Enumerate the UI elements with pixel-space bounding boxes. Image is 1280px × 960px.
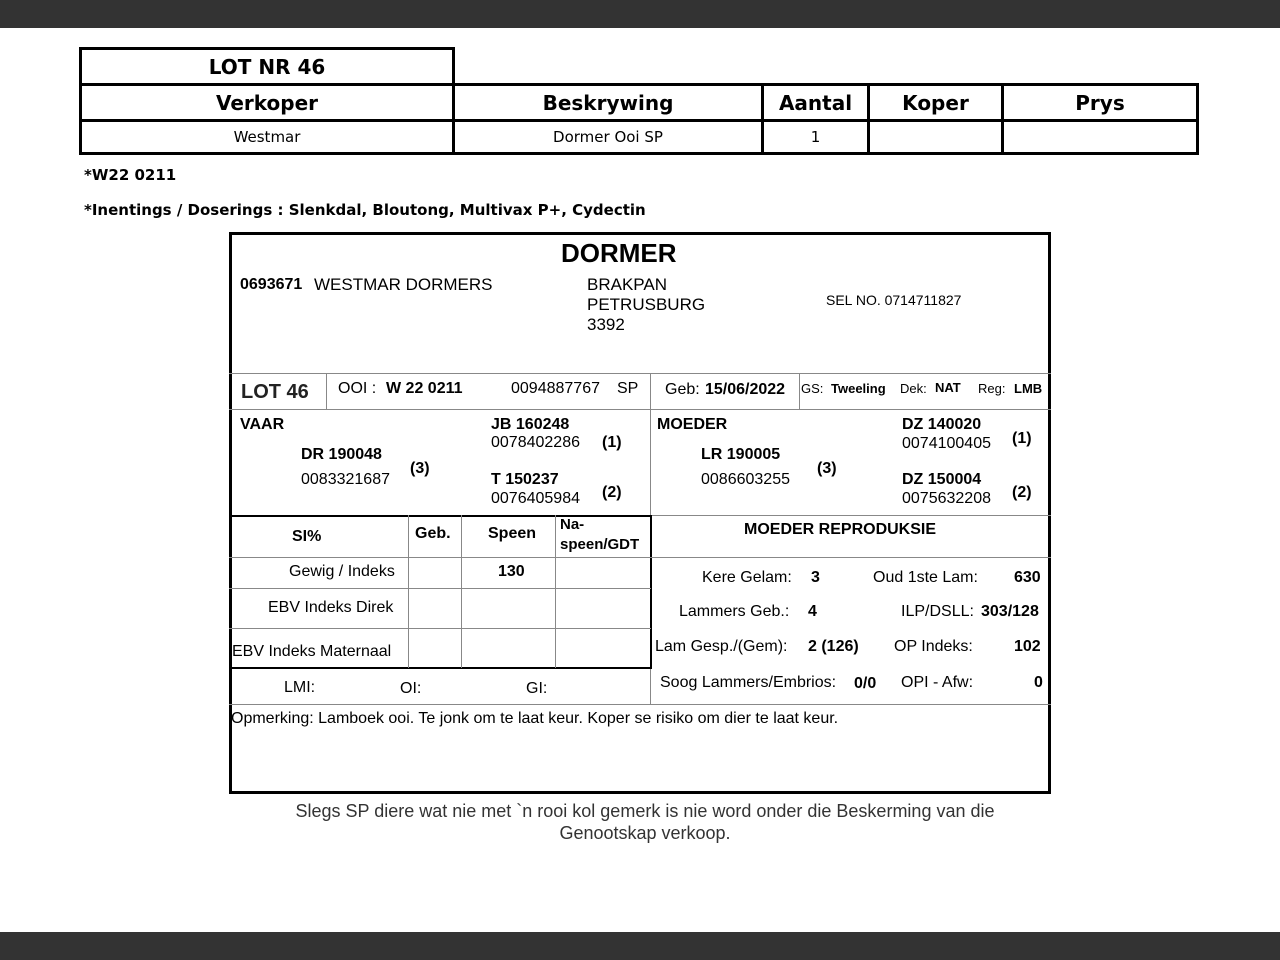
address-line-2: PETRUSBURG <box>587 295 706 314</box>
header-count: Aantal <box>761 83 870 122</box>
row-count: 1 <box>761 119 870 155</box>
oud-label: Oud 1ste Lam: <box>873 569 978 586</box>
naspeen-header: Na- speen/GDT <box>560 516 640 553</box>
remark: Opmerking: Lamboek ooi. Te jonk om te laat keur. Koper se risiko om dier te laat keur. <box>231 710 839 727</box>
row-price <box>1001 119 1199 155</box>
speen-header: Speen <box>488 525 537 542</box>
weight-index-label: Gewig / Indeks <box>289 563 395 580</box>
lam-gesp-value: 2 (126) <box>808 638 859 655</box>
sire-number: 0083321687 <box>301 471 390 488</box>
ebv-maternal-label: EBV Indeks Maternaal <box>232 643 392 660</box>
registration-number: 0094887767 <box>511 380 600 397</box>
op-value: 102 <box>1014 638 1041 655</box>
birth-date: 15/06/2022 <box>705 381 786 398</box>
card-border-bottom <box>229 791 1051 794</box>
ilp-value: 303/128 <box>981 603 1039 620</box>
address-line-3: 3392 <box>587 315 625 334</box>
geb-header: Geb. <box>415 525 451 542</box>
soog-label: Soog Lammers/Embrios: <box>660 674 837 691</box>
sire-dam-number: 0076405984 <box>491 490 580 507</box>
sire-label: VAAR <box>240 416 285 433</box>
sire-sire-number: 0078402286 <box>491 434 580 451</box>
dek-value: NAT <box>935 380 961 395</box>
dam-name: LR 190005 <box>701 446 781 463</box>
sire-sire-name: JB 160248 <box>491 416 570 433</box>
breeder-name: WESTMAR DORMERS <box>314 275 493 294</box>
dam-sire-number: 0074100405 <box>902 435 991 452</box>
sire-dam-generation: (2) <box>602 484 622 501</box>
ilp-label: ILP/DSLL: <box>901 603 974 620</box>
sp-label: SP <box>617 380 639 397</box>
dam-dam-name: DZ 150004 <box>902 471 982 488</box>
dam-label: MOEDER <box>657 416 728 433</box>
dam-sire-name: DZ 140020 <box>902 416 982 433</box>
top-bar <box>0 0 1280 28</box>
dam-dam-number: 0075632208 <box>902 490 991 507</box>
id-note: *W22 0211 <box>84 166 177 184</box>
dam-sire-generation: (1) <box>1012 430 1032 447</box>
ooi-label: OOI : <box>338 380 377 397</box>
card-border-right <box>1048 232 1051 794</box>
dek-label: Dek: <box>900 381 927 396</box>
soog-value: 0/0 <box>854 675 877 692</box>
gs-value: Tweeling <box>831 381 886 396</box>
lammers-geb-label: Lammers Geb.: <box>679 603 790 620</box>
weight-index-speen: 130 <box>498 563 525 580</box>
lam-gesp-label: Lam Gesp./(Gem): <box>655 638 788 655</box>
sire-dam-name: T 150237 <box>491 471 559 488</box>
cell-number: SEL NO. 0714711827 <box>826 292 962 308</box>
footer-note: Slegs SP diere wat nie met `n rooi kol gemerk is nie word onder die Beskerming van die Genootskap verkoop. <box>295 801 995 843</box>
header-seller: Verkoper <box>79 83 455 122</box>
opi-value: 0 <box>1034 674 1043 691</box>
reg-value: LMB <box>1014 381 1043 396</box>
gi-label: GI: <box>526 680 548 697</box>
si-header: SI% <box>292 528 322 545</box>
dam-dam-generation: (2) <box>1012 484 1032 501</box>
birth-label: Geb: <box>665 381 700 398</box>
lot-number: LOT NR 46 <box>79 47 455 86</box>
ebv-direct-label: EBV Indeks Direk <box>268 599 394 616</box>
lmi-label: LMI: <box>284 679 316 696</box>
op-label: OP Indeks: <box>894 638 973 655</box>
kere-gelam-label: Kere Gelam: <box>702 569 792 586</box>
ooi-id: W 22 0211 <box>386 380 463 397</box>
breeder-number: 0693671 <box>240 276 303 293</box>
bottom-bar <box>0 932 1280 960</box>
gs-label: GS: <box>801 381 824 396</box>
sire-sire-generation: (1) <box>602 434 622 451</box>
oud-value: 630 <box>1014 569 1041 586</box>
sire-name: DR 190048 <box>301 446 382 463</box>
lammers-geb-value: 4 <box>808 603 817 620</box>
card-lot-label: LOT 46 <box>241 381 309 403</box>
header-buyer: Koper <box>867 83 1004 122</box>
opi-label: OPI - Afw: <box>901 674 974 691</box>
dam-number: 0086603255 <box>701 471 790 488</box>
oi-label: OI: <box>400 680 422 697</box>
animal-card <box>229 232 1051 794</box>
repro-title: MOEDER REPRODUKSIE <box>744 521 937 538</box>
sire-generation: (3) <box>410 460 430 477</box>
row-seller: Westmar <box>79 119 455 155</box>
breed-title: DORMER <box>561 238 677 268</box>
vaccination-note: *Inentings / Doserings : Slenkdal, Bloutong, Multivax P+, Cydectin <box>84 201 646 219</box>
dam-generation: (3) <box>817 460 837 477</box>
address-line-1: BRAKPAN <box>587 275 667 294</box>
header-price: Prys <box>1001 83 1199 122</box>
card-border-top <box>229 232 1051 235</box>
header-description: Beskrywing <box>452 83 764 122</box>
kere-gelam-value: 3 <box>811 569 820 586</box>
row-description: Dormer Ooi SP <box>452 119 764 155</box>
reg-label: Reg: <box>978 381 1006 396</box>
row-buyer <box>867 119 1004 155</box>
